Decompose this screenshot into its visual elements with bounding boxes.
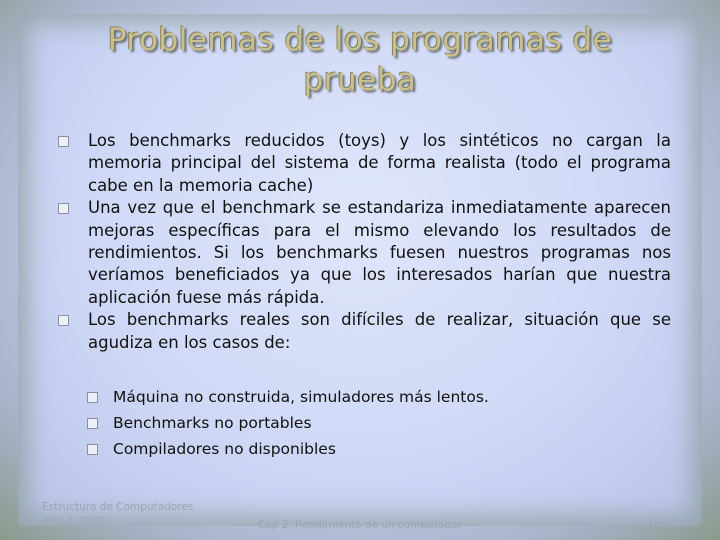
sub-bullet-item: [87, 410, 647, 436]
bullet-list: [58, 130, 671, 354]
square-bullet-icon: [58, 315, 69, 326]
footer-course: [42, 500, 193, 530]
bullet-text: Una vez que el benchmark se estandariza inmediatamente aparecen mejoras específicas para el mismo elevando los resultados de rendimientos. Si los benchmarks fuesen nuestros programas nos veríamos beneficiados ya que los interesados harían que nuestra aplicación fuese más rápida.: [88, 198, 671, 307]
slide-title: [60, 20, 660, 100]
bullet-item: [58, 309, 671, 354]
sub-bullet-text: Compiladores no disponibles: [113, 440, 336, 458]
bullet-text: Los benchmarks reducidos (toys) y los sintéticos no cargan la memoria principal del sistema de forma realista (todo el programa cabe en la memoria cache): [88, 131, 671, 195]
square-bullet-icon: [87, 392, 98, 403]
footer-course-line2: (EUI-2. ITIG): [42, 516, 106, 528]
slide-title-line1: Problemas de los programas de: [107, 22, 613, 58]
sub-bullet-item: [87, 384, 647, 410]
sub-bullet-list: [87, 384, 647, 462]
square-bullet-icon: [58, 203, 69, 214]
sub-bullet-item: [87, 436, 647, 462]
square-bullet-icon: [87, 418, 98, 429]
footer-course-line1: Estructura de Computadores: [42, 501, 194, 513]
footer-chapter: Cap 2. Rendimiento de un computador: [258, 519, 462, 531]
bullet-text: Los benchmarks reales son difíciles de realizar, situación que se agudiza en los casos de:: [88, 310, 671, 352]
sub-bullet-text: Máquina no construida, simuladores más lentos.: [113, 388, 489, 406]
footer-page-number: Hoja 22: [649, 519, 690, 531]
slide-title-line2: prueba: [303, 62, 417, 98]
square-bullet-icon: [87, 444, 98, 455]
sub-bullet-text: Benchmarks no portables: [113, 414, 312, 432]
square-bullet-icon: [58, 136, 69, 147]
bullet-item: [58, 130, 671, 197]
bullet-item: [58, 197, 671, 309]
